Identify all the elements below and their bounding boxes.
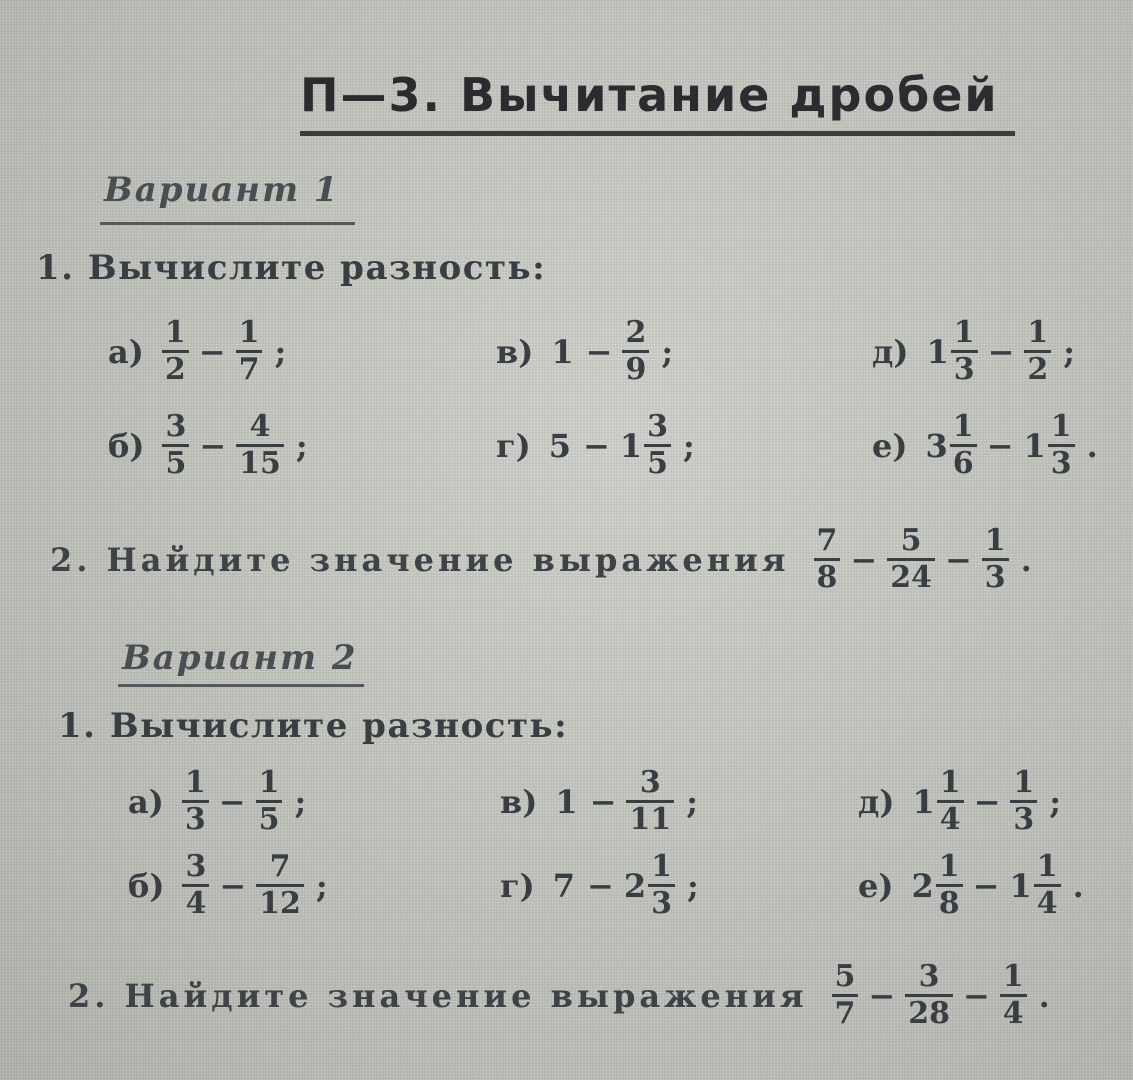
fraction: $\frac{3}{5}$ <box>162 412 189 479</box>
item-letter: д) <box>858 782 895 821</box>
fraction: $\frac{3}{4}$ <box>182 852 209 919</box>
v1-task2: 2. Найдите значение выражения $\frac{7}{8}$ − $\frac{5}{24}$ − $\frac{1}{3}$ . <box>50 523 1032 595</box>
fraction: $\frac{1}{4}$ <box>1000 962 1027 1029</box>
variant-1-heading: Вариант 1 <box>104 170 340 210</box>
v1-item-a: а) $\frac{1}{2}$ − $\frac{1}{7}$ ; <box>108 315 287 387</box>
mixed-number: 1 $\frac{1}{3}$ <box>1023 412 1074 479</box>
fraction: $\frac{2}{9}$ <box>622 318 649 385</box>
mixed-number: 1 $\frac{1}{4}$ <box>1009 852 1060 919</box>
item-letter: е) <box>872 426 908 465</box>
fraction: $\frac{1}{2}$ <box>1024 318 1051 385</box>
fraction: $\frac{4}{15}$ <box>236 412 284 479</box>
fraction: $\frac{3}{11}$ <box>626 768 674 835</box>
fraction: $\frac{5}{7}$ <box>832 962 859 1029</box>
minus-sign: − <box>987 332 1015 371</box>
v1-item-d: д) 1 $\frac{1}{3}$ − $\frac{1}{2}$ ; <box>872 315 1076 387</box>
mixed-number: 1 $\frac{1}{4}$ <box>912 768 963 835</box>
variant-1-underline <box>100 222 355 225</box>
variant-2-underline <box>118 684 364 687</box>
title-underline <box>300 131 1015 136</box>
v2-item-b: б) $\frac{3}{4}$ − $\frac{7}{12}$ ; <box>128 849 328 921</box>
fraction: $\frac{1}{5}$ <box>256 768 283 835</box>
v2-item-e: е) 2 $\frac{1}{8}$ − 1 $\frac{1}{4}$ . <box>858 849 1084 921</box>
v1-item-v: в) 1 − $\frac{2}{9}$ ; <box>496 315 674 387</box>
item-letter: г) <box>500 866 535 905</box>
mixed-number: 2 $\frac{1}{3}$ <box>624 852 675 919</box>
v1-task2-label: 2. Найдите значение выражения <box>50 540 790 579</box>
whole-number: 1 <box>555 782 578 821</box>
v1-item-b: б) $\frac{3}{5}$ − $\frac{4}{15}$ ; <box>108 409 308 481</box>
fraction: $\frac{1}{3}$ <box>182 768 209 835</box>
whole-number: 7 <box>552 866 576 905</box>
minus-sign: − <box>962 976 990 1015</box>
mixed-number: 1 $\frac{1}{3}$ <box>926 318 977 385</box>
mixed-number: 1 $\frac{3}{5}$ <box>620 412 671 479</box>
item-letter: в) <box>500 782 538 821</box>
item-letter: г) <box>496 426 531 465</box>
minus-sign: − <box>583 426 610 465</box>
item-letter: е) <box>858 866 894 905</box>
v2-task2-label: 2. Найдите значение выражения <box>68 976 808 1015</box>
item-letter: а) <box>108 332 144 371</box>
fraction: $\frac{1}{3}$ <box>982 526 1009 593</box>
fraction: $\frac{1}{7}$ <box>236 318 263 385</box>
variant-2-heading: Вариант 2 <box>122 638 358 678</box>
v2-item-d: д) 1 $\frac{1}{4}$ − $\frac{1}{3}$ ; <box>858 765 1062 837</box>
item-letter: б) <box>108 426 145 465</box>
minus-sign: − <box>589 782 617 821</box>
minus-sign: − <box>585 332 613 371</box>
minus-sign: − <box>198 332 226 371</box>
v1-item-g: г) 5 − 1 $\frac{3}{5}$ ; <box>496 409 695 481</box>
minus-sign: − <box>850 540 878 579</box>
fraction: $\frac{5}{24}$ <box>887 526 935 593</box>
page-title: П—3. Вычитание дробей <box>300 68 999 122</box>
minus-sign: − <box>219 866 247 905</box>
fraction: $\frac{7}{12}$ <box>256 852 304 919</box>
fraction: $\frac{1}{3}$ <box>1010 768 1037 835</box>
v2-item-v: в) 1 − $\frac{3}{11}$ ; <box>500 765 699 837</box>
v2-task1-label: 1. Вычислите разность: <box>58 706 569 746</box>
minus-sign: − <box>587 866 614 905</box>
v1-task1-label: 1. Вычислите разность: <box>36 248 547 288</box>
fraction: $\frac{1}{2}$ <box>162 318 189 385</box>
mixed-number: 2 $\frac{1}{8}$ <box>912 852 963 919</box>
minus-sign: − <box>868 976 896 1015</box>
whole-number: 1 <box>551 332 574 371</box>
item-letter: а) <box>128 782 164 821</box>
mixed-number: 3 $\frac{1}{6}$ <box>926 412 977 479</box>
minus-sign: − <box>218 782 246 821</box>
v2-item-a: а) $\frac{1}{3}$ − $\frac{1}{5}$ ; <box>128 765 307 837</box>
minus-sign: − <box>972 866 1000 905</box>
item-letter: б) <box>128 866 165 905</box>
minus-sign: − <box>199 426 227 465</box>
v1-item-e: е) 3 $\frac{1}{6}$ − 1 $\frac{1}{3}$ . <box>872 409 1098 481</box>
minus-sign: − <box>944 540 972 579</box>
minus-sign: − <box>986 426 1014 465</box>
fraction: $\frac{3}{28}$ <box>905 962 953 1029</box>
item-letter: в) <box>496 332 534 371</box>
minus-sign: − <box>973 782 1001 821</box>
v2-item-g: г) 7 − 2 $\frac{1}{3}$ ; <box>500 849 699 921</box>
fraction: $\frac{7}{8}$ <box>814 526 841 593</box>
whole-number: 5 <box>548 426 572 465</box>
item-letter: д) <box>872 332 909 371</box>
v2-task2: 2. Найдите значение выражения $\frac{5}{7}$ − $\frac{3}{28}$ − $\frac{1}{4}$ . <box>68 959 1050 1031</box>
